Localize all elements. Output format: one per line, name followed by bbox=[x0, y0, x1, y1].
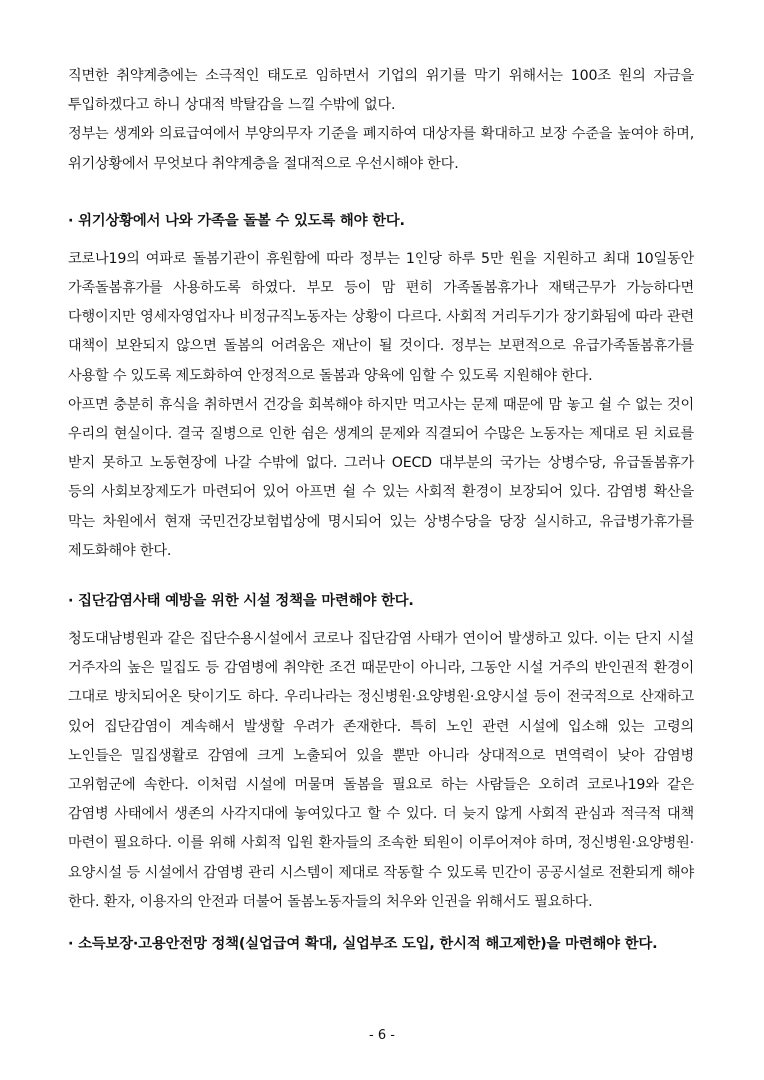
spacer bbox=[68, 179, 694, 207]
page-number: - 6 - bbox=[369, 1028, 395, 1043]
spacer bbox=[68, 616, 694, 625]
spacer bbox=[68, 236, 694, 245]
document-body bbox=[68, 62, 694, 959]
intro-paragraph-2: 정부는 생계와 의료급여에서 부양의무자 기준을 폐지하여 대상자를 확대하고 보장 수준을 높여야 하며, 위기상황에서 무엇보다 취약계층을 절대적으로 우선시해야 한다. bbox=[68, 126, 694, 172]
section-heading-care: · 위기상황에서 나와 가족을 돌볼 수 있도록 해야 한다. bbox=[68, 212, 405, 229]
section-heading-income: · 소득보장·고용안전망 정책(실업급여 확대, 실업부조 도입, 한시적 해고제한)을 마련해야 한다. bbox=[68, 936, 658, 953]
spacer bbox=[68, 917, 694, 930]
section-heading-facility: · 집단감염사태 예방을 위한 시설 정책을 마련해야 한다. bbox=[68, 593, 414, 610]
spacer bbox=[68, 566, 694, 587]
intro-paragraph-1: 직면한 취약계층에는 소극적인 태도로 임하면서 기업의 위기를 막기 위해서는 100조 원의 자금을 투입하겠다고 하니 상대적 박탈감을 느낄 수밖에 없다. bbox=[68, 68, 694, 114]
care-paragraph-1: 코로나19의 여파로 돌봄기관이 휴원함에 따라 정부는 1인당 하루 5만 원을 지원하고 최대 10일동안 가족돌봄휴가를 사용하도록 하였다. 부모 등이 맘 편히 가족돌봄휴가나 재택근무가 가능하다면 다행이지만 영세자영업자나 비정규직노동자는 상황이 다르다. 사회적 거리두기가 장기화됨에 따라 관련 대책이 보완되지 않으면 돌봄의 어려움은 재난이 될 것이다. 정부는 보편적으로 유급가족돌봄휴가를 사용할 수 있도록 제도화하여 안정적으로 돌봄과 양육에 임할 수 있도록 지원해야 한다. bbox=[68, 250, 694, 384]
facility-paragraph-1: 청도대남병원과 같은 집단수용시설에서 코로나 집단감염 사태가 연이어 발생하고 있다. 이는 단지 시설 거주자의 높은 밀집도 등 감염병에 취약한 조건 때문만이 아니라, 그동안 시설 거주의 반인권적 환경이 그대로 방치되어온 탓이기도 하다. 우리나라는 정신병원·요양병원·요양시설 등이 전국적으로 산재하고 있어 집단감염이 계속해서 발생할 우려가 존재한다. 특히 노인 관련 시설에 입소해 있는 고령의 노인들은 밀집생활로 감염에 크게 노출되어 있을 뿐만 아니라 상대적으로 면역력이 낮아 감염병 고위험군에 속한다. 이처럼 시설에 머물며 돌봄을 필요로 하는 사람들은 오히려 코로나19와 같은 감염병 사태에서 생존의 사각지대에 놓여있다고 할 수 있다. 더 늦지 않게 사회적 관심과 적극적 대책 마련이 필요하다. 이를 위해 사회적 입원 환자들의 조속한 퇴원이 이루어져야 하며, 정신병원·요양병원·요양시설 등 시설에서 감염병 관리 시스템이 제대로 작동할 수 있도록 민간이 공공시설로 전환되게 해야 한다. 환자, 이용자의 안전과 더불어 돌봄노동자들의 처우와 인권을 위해서도 필요하다. bbox=[68, 631, 694, 910]
care-paragraph-2: 아프면 충분히 휴식을 취하면서 건강을 회복해야 하지만 먹고사는 문제 때문에 맘 놓고 쉴 수 없는 것이 우리의 현실이다. 결국 질병으로 인한 쉼은 생계의 문제와 직결되어 수많은 노동자는 제대로 된 치료를 받지 못하고 노동현장에 나갈 수밖에 없다. 그러나 OECD 대부분의 국가는 상병수당, 유급돌봄휴가 등의 사회보장제도가 마련되어 있어 아프면 쉴 수 있는 사회적 환경이 보장되어 있다. 감염병 확산을 막는 차원에서 현재 국민건강보험법상에 명시되어 있는 상병수당을 당장 실시하고, 유급병가휴가를 제도화해야 한다. bbox=[68, 396, 694, 559]
